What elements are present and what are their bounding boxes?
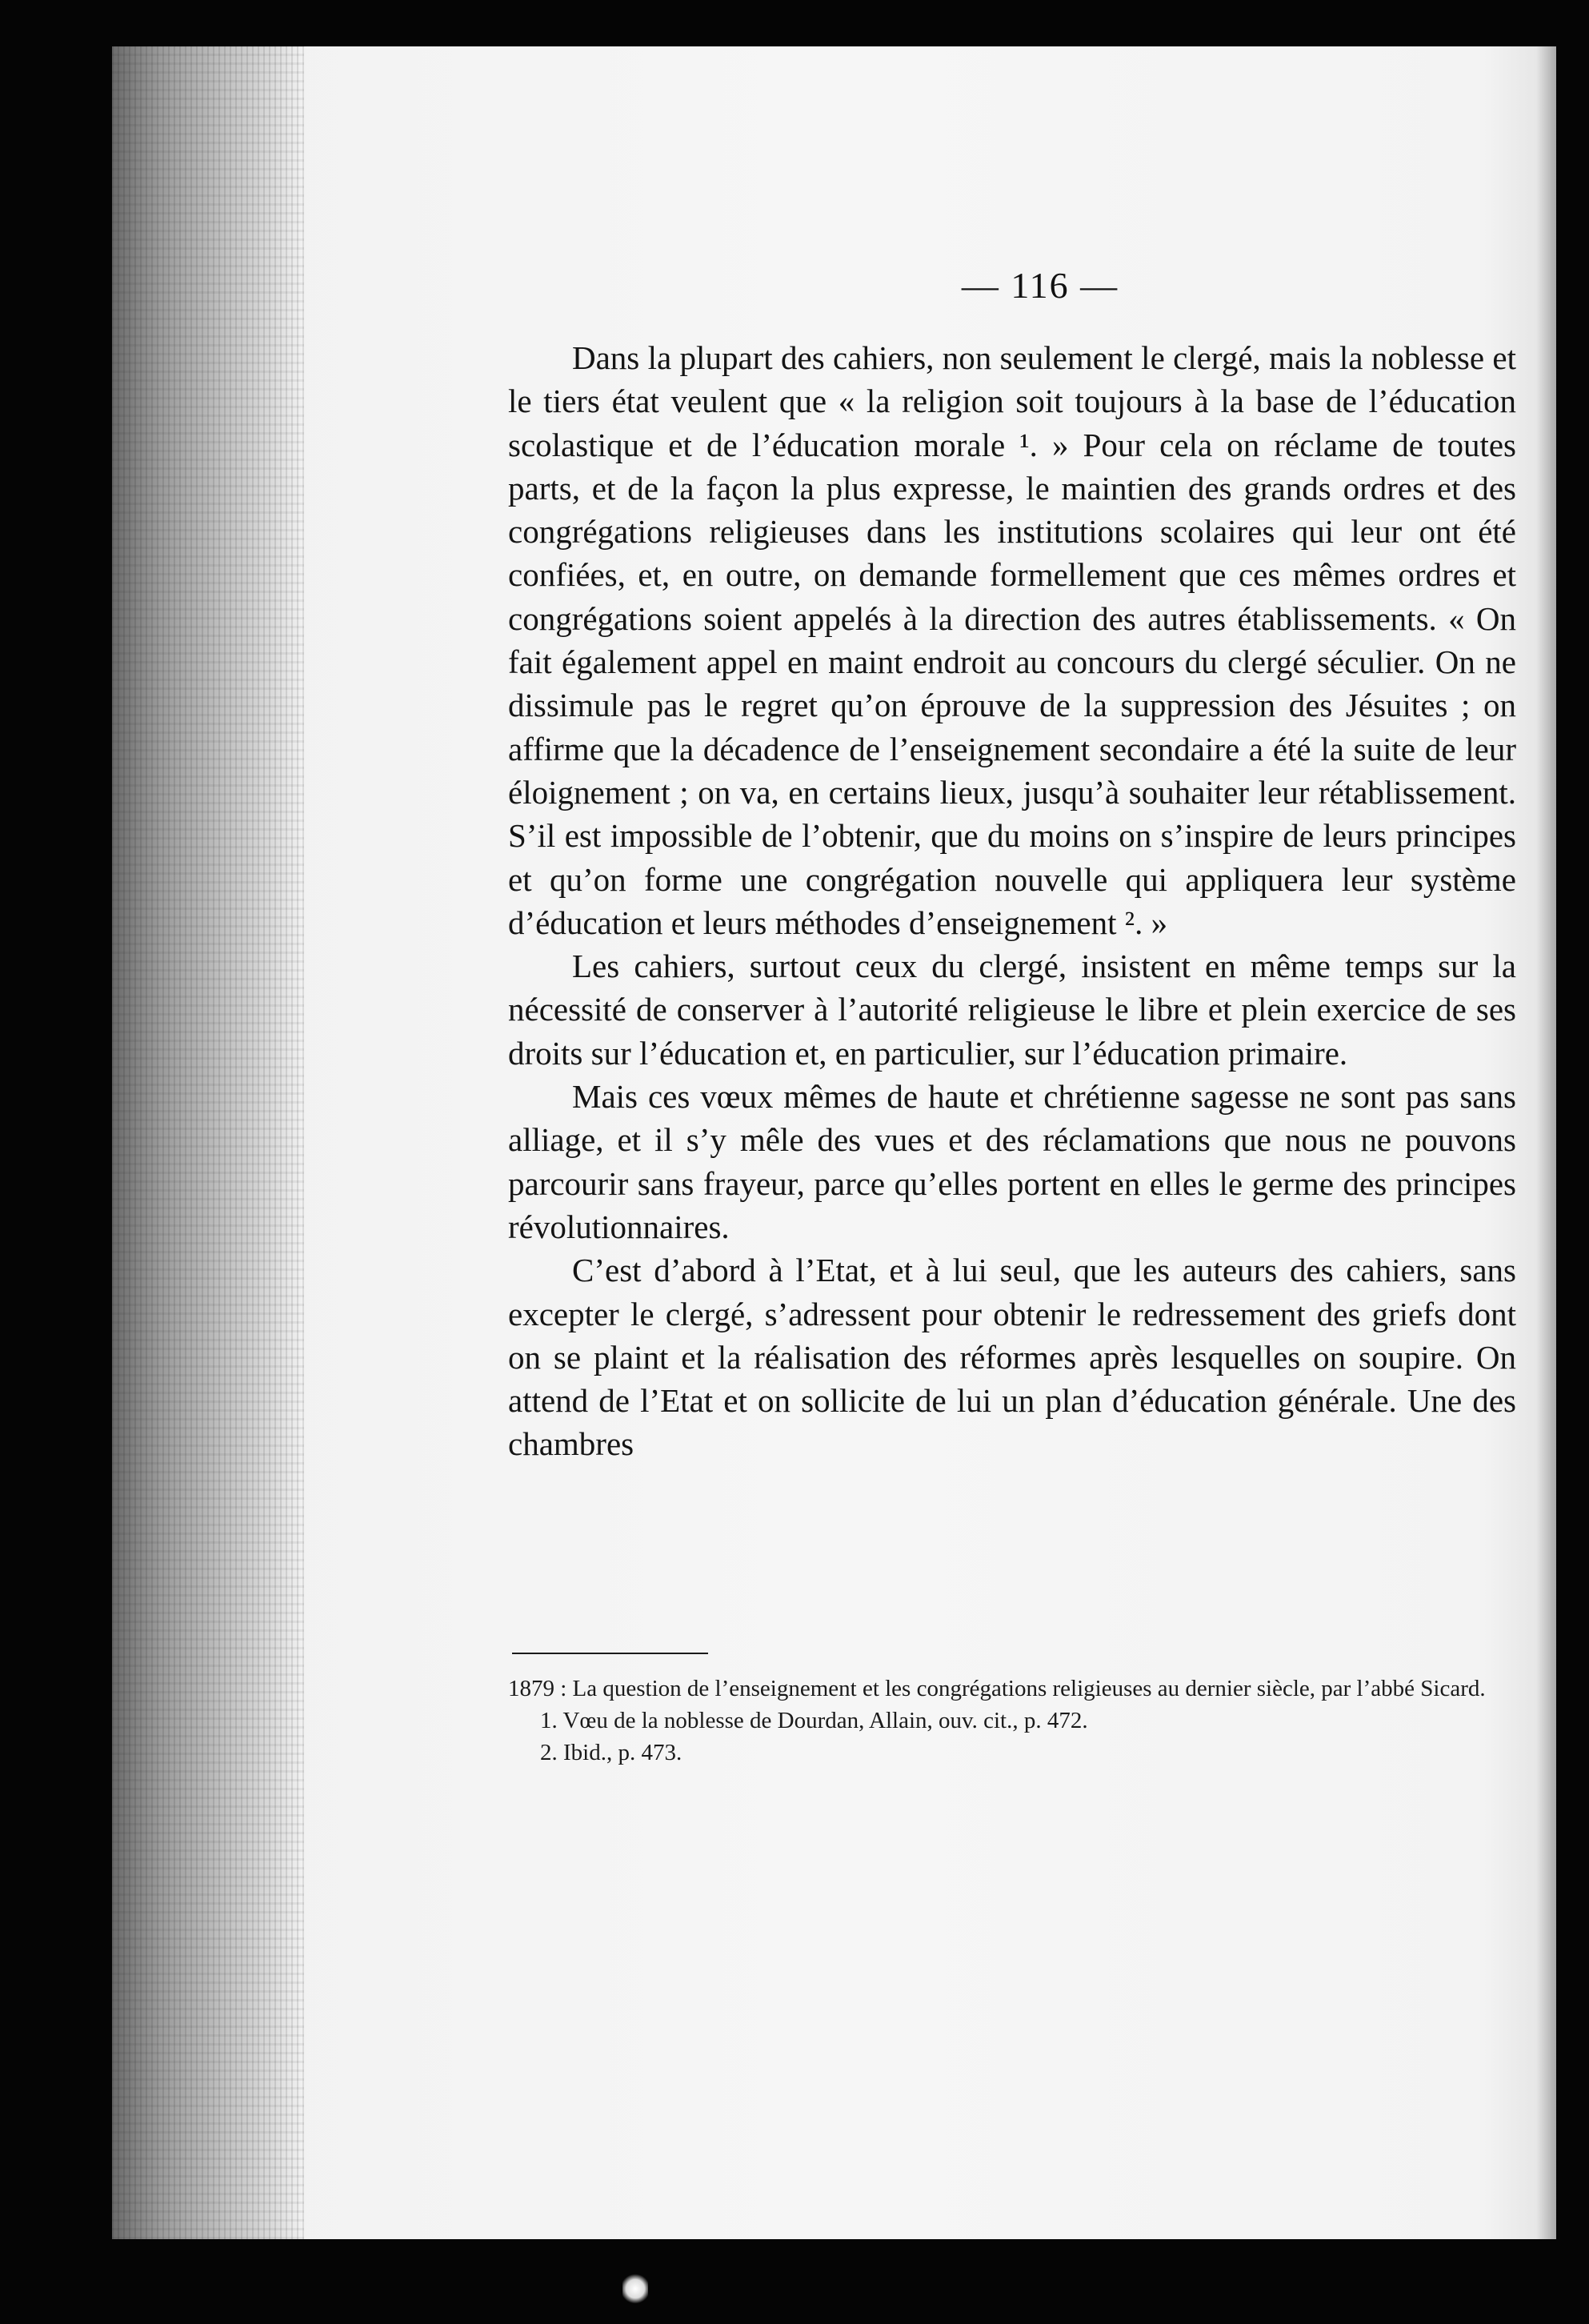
paragraph: Les cahiers, surtout ceux du clergé, insistent en même temps sur la nécessité de conserver à l’autorité religieuse le libre et plein exercice de ses droits sur l’éducation et, en particulier, sur l’éducation primaire. (508, 948, 1516, 1072)
body-text (508, 336, 1516, 1466)
footnote-continuation: 1879 : La question de l’enseignement et les congrégations religieuses au dernier siècle, par l’abbé Sicard. (508, 1676, 1486, 1701)
scan-artifact (622, 2273, 648, 2305)
paragraph: C’est d’abord à l’Etat, et à lui seul, que les auteurs des cahiers, sans excepter le clergé, s’adressent pour obtenir le redressement des griefs dont on se plaint et la réalisation des réformes après lesquelles on soupire. On attend de l’Etat et on sollicite de lui un plan d’éducation générale. Une des chambres (508, 1252, 1516, 1463)
page-edge-shadow (1536, 46, 1556, 2239)
page-number: — 116 — (961, 265, 1119, 306)
paragraph: Dans la plupart des cahiers, non seulement le clergé, mais la noblesse et le tiers état veulent que « la religion soit toujours à la base de l’éducation scolastique et de l’éducation morale ¹. » Pour cela on réclame de toutes parts, et de la façon la plus expresse, le maintien des grands ordres et des congrégations religieuses dans les institutions scolaires qui leur ont été confiées, et, en outre, on demande formellement que ces mêmes ordres et congrégations soient appelés à la direction des autres établissements. « On fait également appel en maint endroit au concours du clergé séculier. On ne dissimule pas le regret qu’on éprouve de la suppression des Jésuites ; on affirme que la décadence de l’enseignement secondaire a été la suite de leur éloignement ; on va, en certains lieux, jusqu’à souhaiter leur rétablissement. S’il est impossible de l’obtenir, que du moins on s’inspire de leurs principes et qu’on forme une congrégation nouvelle qui appliquera leur système d’éducation et leurs méthodes d’enseignement ². » (508, 339, 1516, 941)
page-binding-shadow (112, 46, 304, 2239)
footnotes (508, 1673, 1508, 1769)
footnote-1: 1. Vœu de la noblesse de Dourdan, Allain, ouv. cit., p. 472. (540, 1708, 1088, 1733)
footnote-rule (512, 1653, 708, 1654)
footnote-2: 2. Ibid., p. 473. (540, 1740, 682, 1765)
paragraph: Mais ces vœux mêmes de haute et chrétienne sagesse ne sont pas sans alliage, et il s’y mêle des vues et des réclamations que nous ne pouvons parcourir sans frayeur, parce qu’elles portent en elles le germe des principes révolutionnaires. (508, 1078, 1516, 1245)
